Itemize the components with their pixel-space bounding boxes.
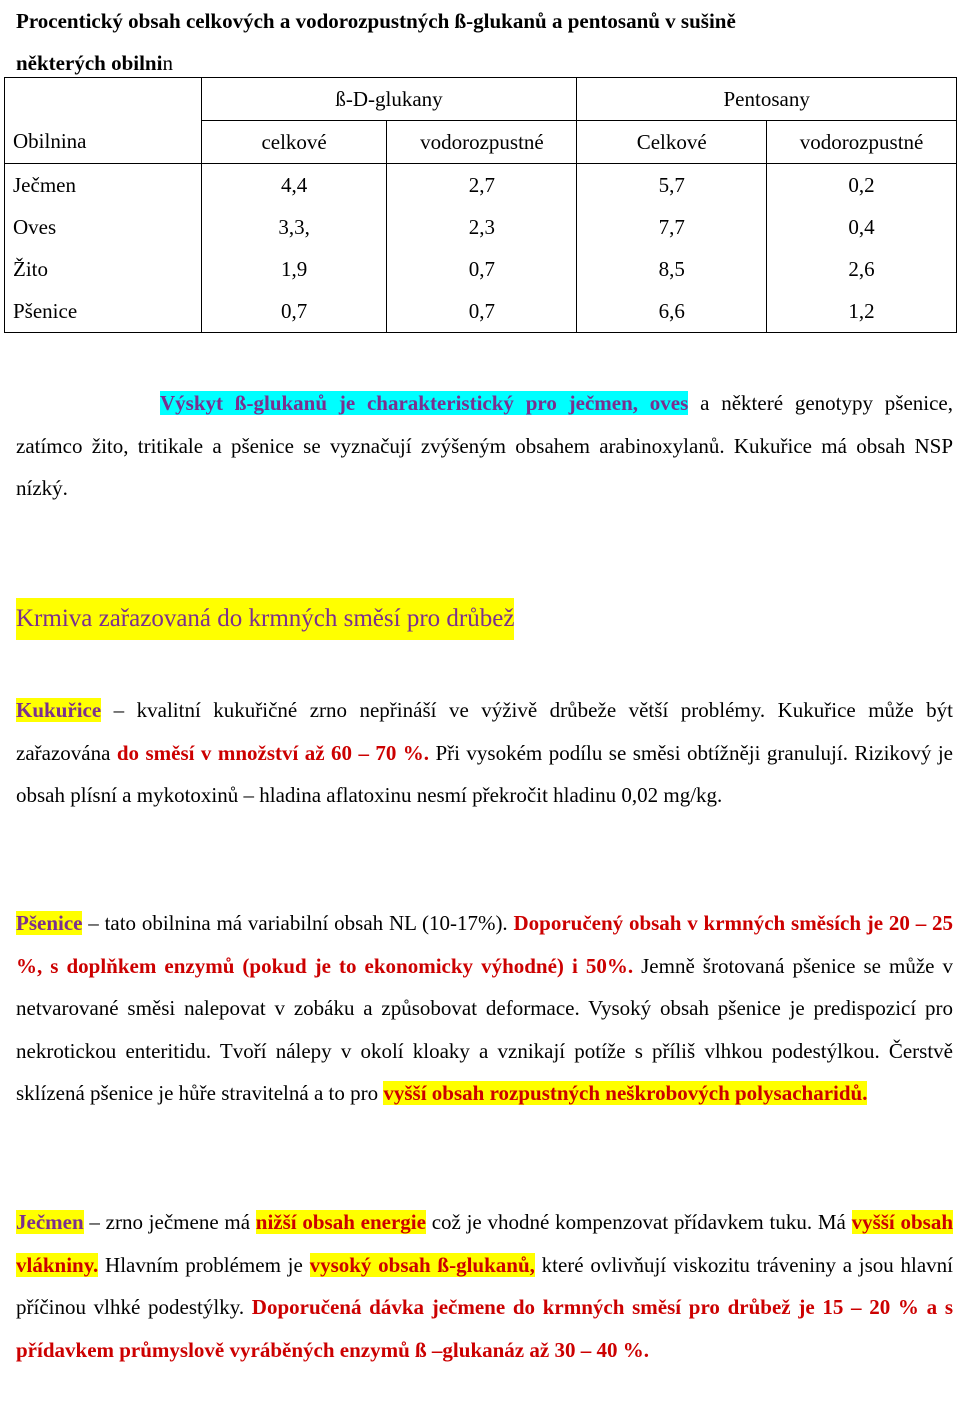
- group-header-glukany: ß-D-glukany: [201, 78, 577, 121]
- sub-header: Celkové: [577, 121, 767, 164]
- intro-text: a některé genotypy pšenice, zatímco žito, tritikale a pšenice se vyznačují zvýšeným obsahem arabinoxylanů. Kukuřice má obsah NSP nízký.: [16, 391, 953, 500]
- table-cell: 1,2: [767, 290, 957, 333]
- intro-paragraph: [16, 382, 953, 510]
- table-cell: 1,9: [201, 248, 387, 290]
- jecmen-text-3: Hlavním problémem je: [98, 1252, 310, 1277]
- row-name: Žito: [5, 248, 202, 290]
- table-cell: 0,7: [387, 248, 577, 290]
- glucan-pentosan-table: [4, 77, 957, 333]
- jecmen-highlight-glucans: vysoký obsah ß-glukanů,: [309, 1252, 535, 1277]
- psenice-highlight: vyšší obsah rozpustných neškrobových polysacharidů.: [383, 1081, 868, 1105]
- psenice-text-1: – tato obilnina má variabilní obsah NL (10-17%).: [82, 911, 514, 935]
- jecmen-paragraph: [16, 1201, 953, 1371]
- kukurice-term: Kukuřice: [16, 698, 102, 722]
- table-row: [5, 248, 957, 290]
- jecmen-highlight-energy: nižší obsah energie: [255, 1210, 426, 1234]
- table-corner-cell: [5, 78, 202, 121]
- table-cell: 2,6: [767, 248, 957, 290]
- caption-line1: Procentický obsah celkových a vodorozpustných ß-glukanů a pentosanů v sušině: [16, 9, 736, 33]
- jecmen-term: Ječmen: [16, 1210, 84, 1234]
- row-header-label: Obilnina: [5, 121, 202, 164]
- sub-header: vodorozpustné: [387, 121, 577, 164]
- table-cell: 7,7: [577, 206, 767, 248]
- table-row: [5, 164, 957, 207]
- jecmen-recommendation: Doporučená dávka ječmene do krmných směsí pro drůbež je 15 – 20 % a s přídavkem průmyslově vyráběných enzymů ß –glukanáz až 30 – 40 %.: [16, 1295, 954, 1362]
- table-cell: 5,7: [577, 164, 767, 207]
- table-cell: 3,3,: [201, 206, 387, 248]
- row-name: Ječmen: [5, 164, 202, 207]
- table-cell: 8,5: [577, 248, 767, 290]
- table-row: [5, 290, 957, 333]
- psenice-recommendation: Doporučený obsah v krmných směsích je 20 – 25 %, s doplňkem enzymů (pokud je to ekonomicky výhodné) i 50%.: [16, 911, 953, 978]
- table-cell: 0,7: [387, 290, 577, 333]
- table-cell: 6,6: [577, 290, 767, 333]
- kukurice-text-1: – kvalitní kukuřičné zrno nepřináší ve výživě drůbeže větší problémy. Kukuřice může být zařazována: [16, 698, 953, 765]
- row-name: Oves: [5, 206, 202, 248]
- kukurice-text-2: Při vysokém podílu se směsi obtížněji granulují. Rizikový je obsah plísní a mykotoxinů – hladina aflatoxinu nesmí překročit hladinu 0,02 mg/kg.: [16, 740, 953, 807]
- caption-line2: některých obilni: [16, 51, 163, 75]
- caption-line2-end: n: [162, 51, 173, 75]
- intro-highlight: Výskyt ß-glukanů je charakteristický pro ječmen, oves: [160, 391, 689, 415]
- section-title: Krmiva zařazovaná do krmných směsí pro drůbež: [16, 598, 514, 640]
- sub-header: vodorozpustné: [767, 121, 957, 164]
- jecmen-highlight-fiber: vyšší obsah vlákniny.: [16, 1210, 954, 1277]
- psenice-paragraph: [16, 902, 953, 1115]
- table-cell: 0,2: [767, 164, 957, 207]
- table-group-header-row: [5, 78, 957, 121]
- jecmen-text-1: – zrno ječmene má: [83, 1210, 256, 1234]
- table-cell: 2,3: [387, 206, 577, 248]
- table-cell: 0,7: [201, 290, 387, 333]
- psenice-text-2: Jemně šrotovaná pšenice se může v netvarované směsi nalepovat v zobáku a způsobovat deformace. Vysoký obsah pšenice je predispozicí pro nekrotickou enteritidu. Tvoří nálepy v okolí kloaky a vznikají potíže s příliš vlhkou podestýlkou. Čerstvě sklízená pšenice je hůře stravitelná a to pro: [16, 953, 953, 1105]
- table-sub-header-row: [5, 121, 957, 164]
- table-cell: 0,4: [767, 206, 957, 248]
- psenice-term: Pšenice: [16, 911, 83, 935]
- kukurice-paragraph: [16, 689, 953, 817]
- row-name: Pšenice: [5, 290, 202, 333]
- table-row: [5, 206, 957, 248]
- table-caption: [16, 0, 956, 84]
- jecmen-text-2: což je vhodné kompenzovat přídavkem tuku. Má: [425, 1210, 852, 1234]
- kukurice-recommendation: do směsí v množství až 60 – 70 %.: [116, 740, 430, 765]
- table-cell: 4,4: [201, 164, 387, 207]
- jecmen-text-4: které ovlivňují viskozitu tráveniny a jsou hlavní příčinou vlhké podestýlky.: [16, 1252, 953, 1319]
- sub-header: celkové: [201, 121, 387, 164]
- table-cell: 2,7: [387, 164, 577, 207]
- group-header-pentosany: Pentosany: [577, 78, 957, 121]
